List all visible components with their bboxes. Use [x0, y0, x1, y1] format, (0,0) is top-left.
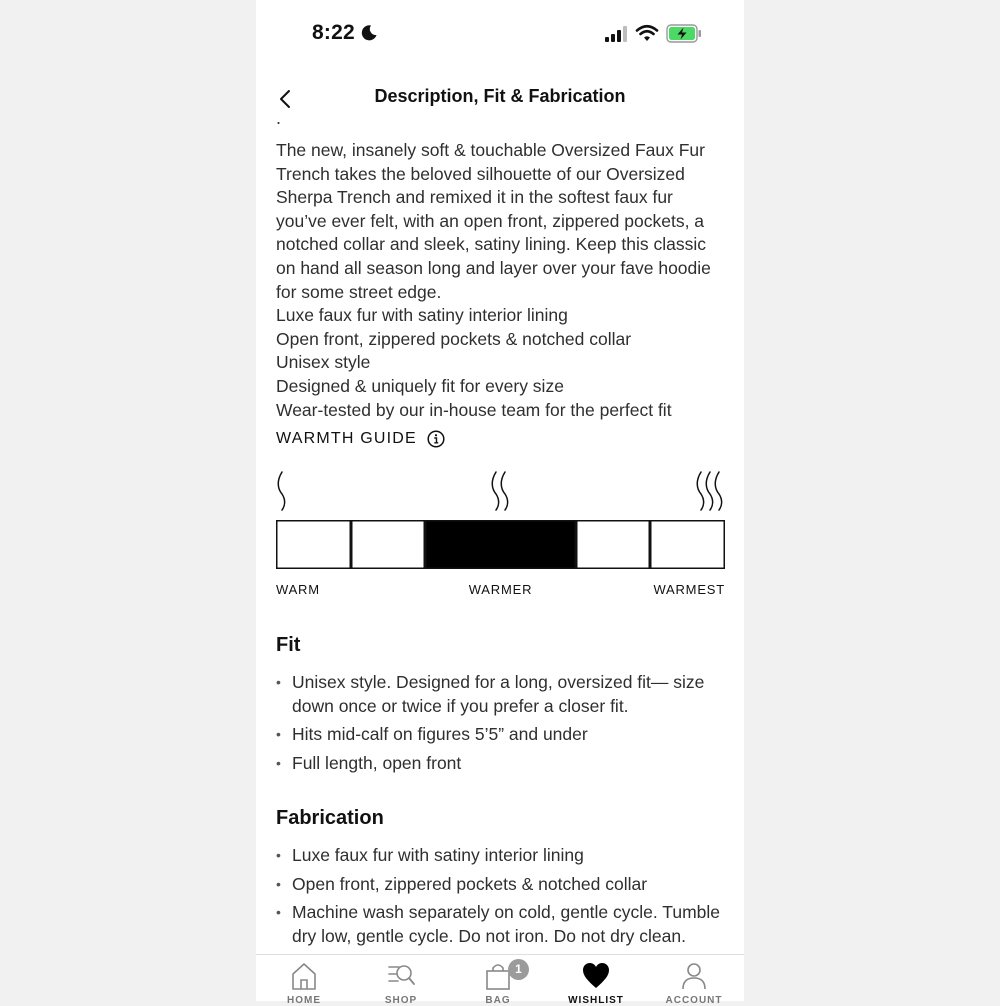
warmth-label-warm: WARM: [276, 582, 320, 597]
nav-bag-label: BAG: [485, 995, 511, 1006]
cut-off-text: .: [276, 108, 282, 128]
nav-shop[interactable]: [361, 955, 441, 1006]
warmth-guide: [276, 468, 725, 603]
warmth-label-warmer: WARMER: [468, 582, 533, 597]
account-icon: [680, 961, 708, 991]
fabrication-list-item: • Luxe faux fur with satiny interior lining: [276, 844, 728, 868]
fit-list-item: • Hits mid-calf on figures 5’5” and under: [276, 723, 728, 747]
nav-account[interactable]: [654, 955, 734, 1006]
fabrication-list-item: • Open front, zippered pockets & notched collar: [276, 873, 728, 897]
fit-list-item: • Full length, open front: [276, 752, 728, 776]
description-line: Designed & uniquely fit for every size: [276, 375, 564, 396]
warmth-label-warmest: WARMEST: [653, 582, 725, 597]
fit-list-item: • Unisex style. Designed for a long, oversized fit— size down once or twice if you prefer a closer fit.: [276, 671, 728, 718]
warmth-segment-selected: [426, 521, 576, 569]
bag-count-badge: 1: [508, 959, 529, 980]
nav-wishlist-label: WISHLIST: [568, 995, 624, 1006]
signal-strength-icon: [605, 26, 627, 42]
home-icon: [290, 961, 318, 991]
nav-bag[interactable]: [458, 955, 538, 1006]
description-line: Wear-tested by our in-house team for the perfect fit: [276, 399, 672, 420]
battery-charging-icon: [666, 24, 702, 43]
nav-shop-label: SHOP: [384, 995, 418, 1006]
nav-wishlist[interactable]: [556, 955, 636, 1006]
heat-wave-1-icon: [278, 472, 284, 510]
status-time: 8:22: [312, 21, 355, 44]
page-title: Description, Fit & Fabrication: [374, 86, 626, 106]
warmth-scale-bar: [276, 520, 725, 569]
phone-screen: [256, 0, 744, 1006]
warmth-guide-title: WARMTH GUIDE: [276, 430, 417, 448]
heat-waves-icons: [276, 468, 725, 514]
nav-home-label: HOME: [287, 995, 321, 1006]
warmth-segment: [277, 521, 351, 569]
description-line: Luxe faux fur with satiny interior lining: [276, 305, 568, 326]
heat-wave-2-icon: [492, 472, 507, 510]
warmth-segment: [577, 521, 650, 569]
fabrication-list-item: • Machine wash separately on cold, gentle cycle. Tumble dry low, gentle cycle. Do not iron. Do not dry clean.: [276, 901, 728, 948]
fit-list: [276, 671, 728, 780]
heat-wave-3-icon: [697, 472, 721, 510]
description-line: Unisex style: [276, 352, 371, 373]
warmth-segment: [651, 521, 725, 569]
heart-icon: [582, 961, 610, 991]
warmth-segment: [352, 521, 425, 569]
nav-home[interactable]: [264, 955, 344, 1006]
warmth-guide-heading: [276, 426, 726, 452]
fit-heading: Fit: [276, 634, 301, 656]
bottom-nav: [256, 954, 744, 1006]
description-line: Open front, zippered pockets & notched collar: [276, 328, 632, 349]
wifi-icon: [636, 24, 658, 42]
fabrication-list: [276, 844, 728, 953]
description-paragraph: The new, insanely soft & touchable Oversized Faux Fur Trench takes the beloved silhouette of our Oversized Sherpa Trench and remixed it in the softest faux fur you’ve ever felt, with an open front, zippered pockets, a notched collar and sleek, satiny lining. Keep this classic on hand all season long and layer over your fave hoodie for some street edge.: [276, 140, 711, 302]
description-section: [276, 139, 726, 452]
moon-icon: [360, 24, 378, 42]
nav-account-label: ACCOUNT: [665, 995, 723, 1006]
fabrication-heading: Fabrication: [276, 807, 384, 829]
info-icon[interactable]: [427, 430, 445, 448]
shop-search-icon: [387, 961, 415, 991]
